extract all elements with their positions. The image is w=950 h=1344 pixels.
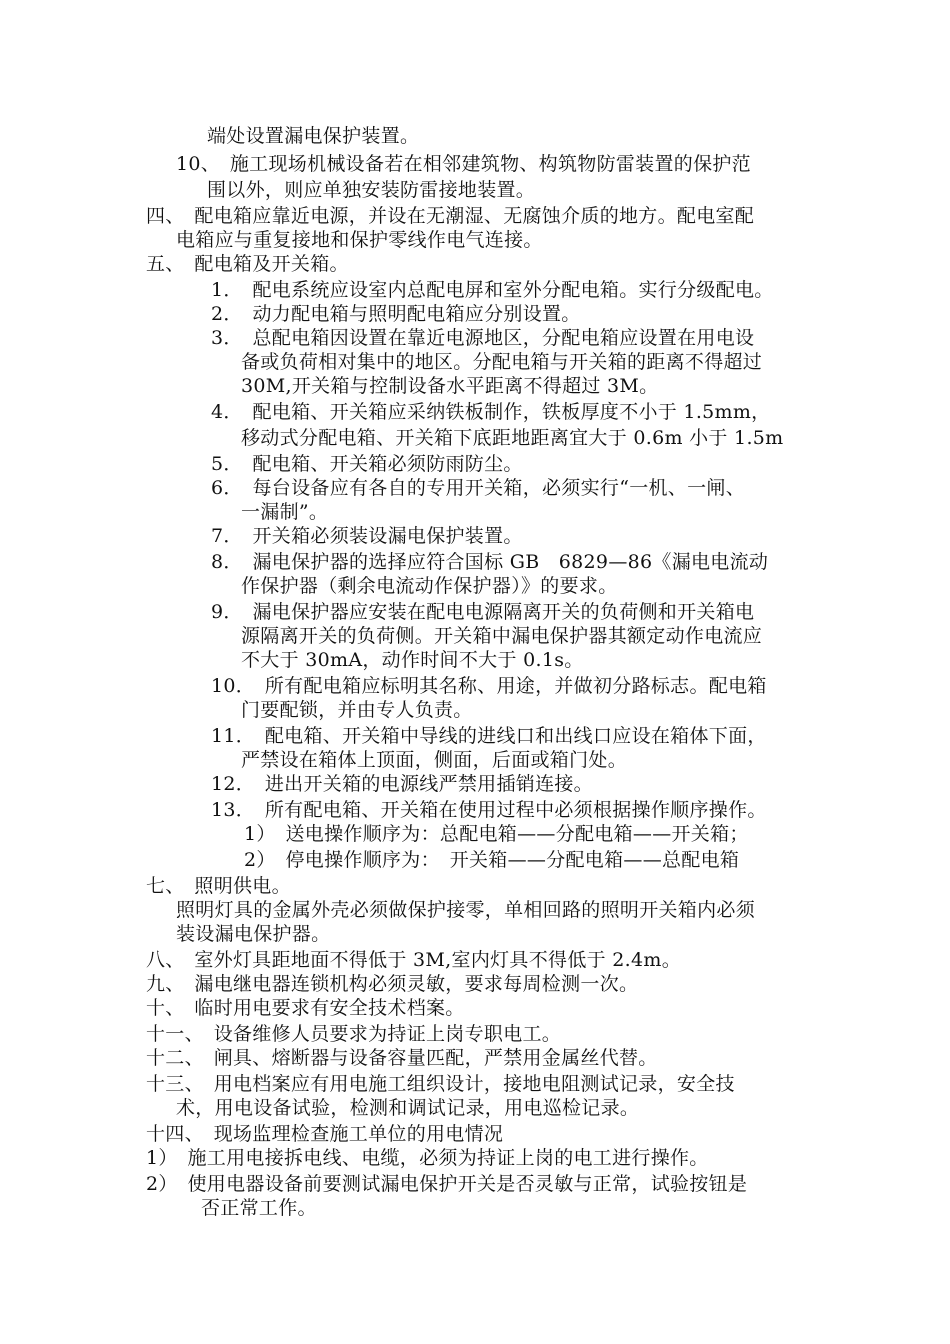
text-line: 端处设置漏电保护装置。 [207, 125, 420, 147]
text-line: 12． 进出开关箱的电源线严禁用插销连接。 [211, 773, 593, 795]
text-line: 一漏制”。 [241, 501, 329, 523]
text-line: 6． 每台设备应有各自的专用开关箱，必须实行“一机、一闸、 [211, 477, 746, 499]
text-line: 10、 施工现场机械设备若在相邻建筑物、构筑物防雷装置的保护范 [176, 153, 751, 175]
text-line: 十一、 设备维修人员要求为持证上岗专职电工。 [146, 1023, 562, 1045]
text-line: 装设漏电保护器。 [176, 923, 331, 945]
text-line: 四、 配电箱应靠近电源，并设在无潮湿、无腐蚀介质的地方。配电室配 [146, 205, 755, 227]
text-line: 1． 配电系统应设室内总配电屏和室外分配电箱。实行分级配电。 [211, 279, 774, 301]
text-line: 电箱应与重复接地和保护零线作电气连接。 [176, 229, 543, 251]
text-line: 4． 配电箱、开关箱应采纳铁板制作，铁板厚度不小于 1.5mm， [211, 401, 771, 423]
text-line: 9． 漏电保护器应安装在配电电源隔离开关的负荷侧和开关箱电 [211, 601, 755, 623]
text-line: 移动式分配电箱、开关箱下底距地距离宜大于 0.6m 小于 1.5m [241, 427, 784, 449]
text-line: 照明灯具的金属外壳必须做保护接零，单相回路的照明开关箱内必须 [176, 899, 756, 921]
text-line: 13． 所有配电箱、开关箱在使用过程中必须根据操作顺序操作。 [211, 799, 767, 821]
text-line: 严禁设在箱体上顶面，侧面，后面或箱门处。 [241, 749, 628, 771]
text-line: 八、 室外灯具距地面不得低于 3M,室内灯具不得低于 2.4m。 [146, 949, 681, 971]
text-line: 备或负荷相对集中的地区。分配电箱与开关箱的距离不得超过 [241, 351, 763, 373]
text-line: 2． 动力配电箱与照明配电箱应分别设置。 [211, 303, 581, 325]
text-line: 十、 临时用电要求有安全技术档案。 [146, 997, 465, 1019]
text-line: 术，用电设备试验，检测和调试记录，用电巡检记录。 [176, 1097, 640, 1119]
text-line: 不大于 30mA，动作时间不大于 0.1s。 [241, 649, 584, 671]
text-line: 作保护器（剩余电流动作保护器）》的要求。 [241, 575, 618, 597]
text-line: 九、 漏电继电器连锁机构必须灵敏，要求每周检测一次。 [146, 973, 639, 995]
text-line: 3． 总配电箱因设置在靠近电源地区，分配电箱应设置在用电设 [211, 327, 755, 349]
text-line: 2） 使用电器设备前要测试漏电保护开关是否灵敏与正常，试验按钮是 [146, 1173, 748, 1195]
text-line: 七、 照明供电。 [146, 875, 291, 897]
text-line: 否正常工作。 [201, 1197, 317, 1219]
text-line: 十四、 现场监理检查施工单位的用电情况 [146, 1123, 504, 1145]
text-line: 1） 施工用电接拆电线、电缆，必须为持证上岗的电工进行操作。 [146, 1147, 709, 1169]
text-line: 五、 配电箱及开关箱。 [146, 253, 349, 275]
text-line: 十二、 闸具、熔断器与设备容量匹配，严禁用金属丝代替。 [146, 1047, 658, 1069]
text-line: 源隔离开关的负荷侧。开关箱中漏电保护器其额定动作电流应 [241, 625, 763, 647]
text-line: 2） 停电操作顺序为： 开关箱——分配电箱——总配电箱 [244, 849, 740, 871]
text-line: 门要配锁，并由专人负责。 [241, 699, 473, 721]
text-line: 10． 所有配电箱应标明其名称、用途，并做初分路标志。配电箱 [211, 675, 767, 697]
text-line: 7． 开关箱必须装设漏电保护装置。 [211, 525, 523, 547]
text-line: 十三、 用电档案应有用电施工组织设计，接地电阻测试记录，安全技 [146, 1073, 735, 1095]
text-line: 5． 配电箱、开关箱必须防雨防尘。 [211, 453, 523, 475]
text-line: 11． 配电箱、开关箱中导线的进线口和出线口应设在箱体下面， [211, 725, 767, 747]
text-line: 围以外，则应单独安装防雷接地装置。 [207, 179, 536, 201]
text-line: 1） 送电操作顺序为：总配电箱——分配电箱——开关箱； [244, 823, 749, 845]
text-line: 8． 漏电保护器的选择应符合国标 GB 6829—86《漏电电流动 [211, 551, 769, 573]
text-line: 30M,开关箱与控制设备水平距离不得超过 3M。 [241, 375, 659, 397]
